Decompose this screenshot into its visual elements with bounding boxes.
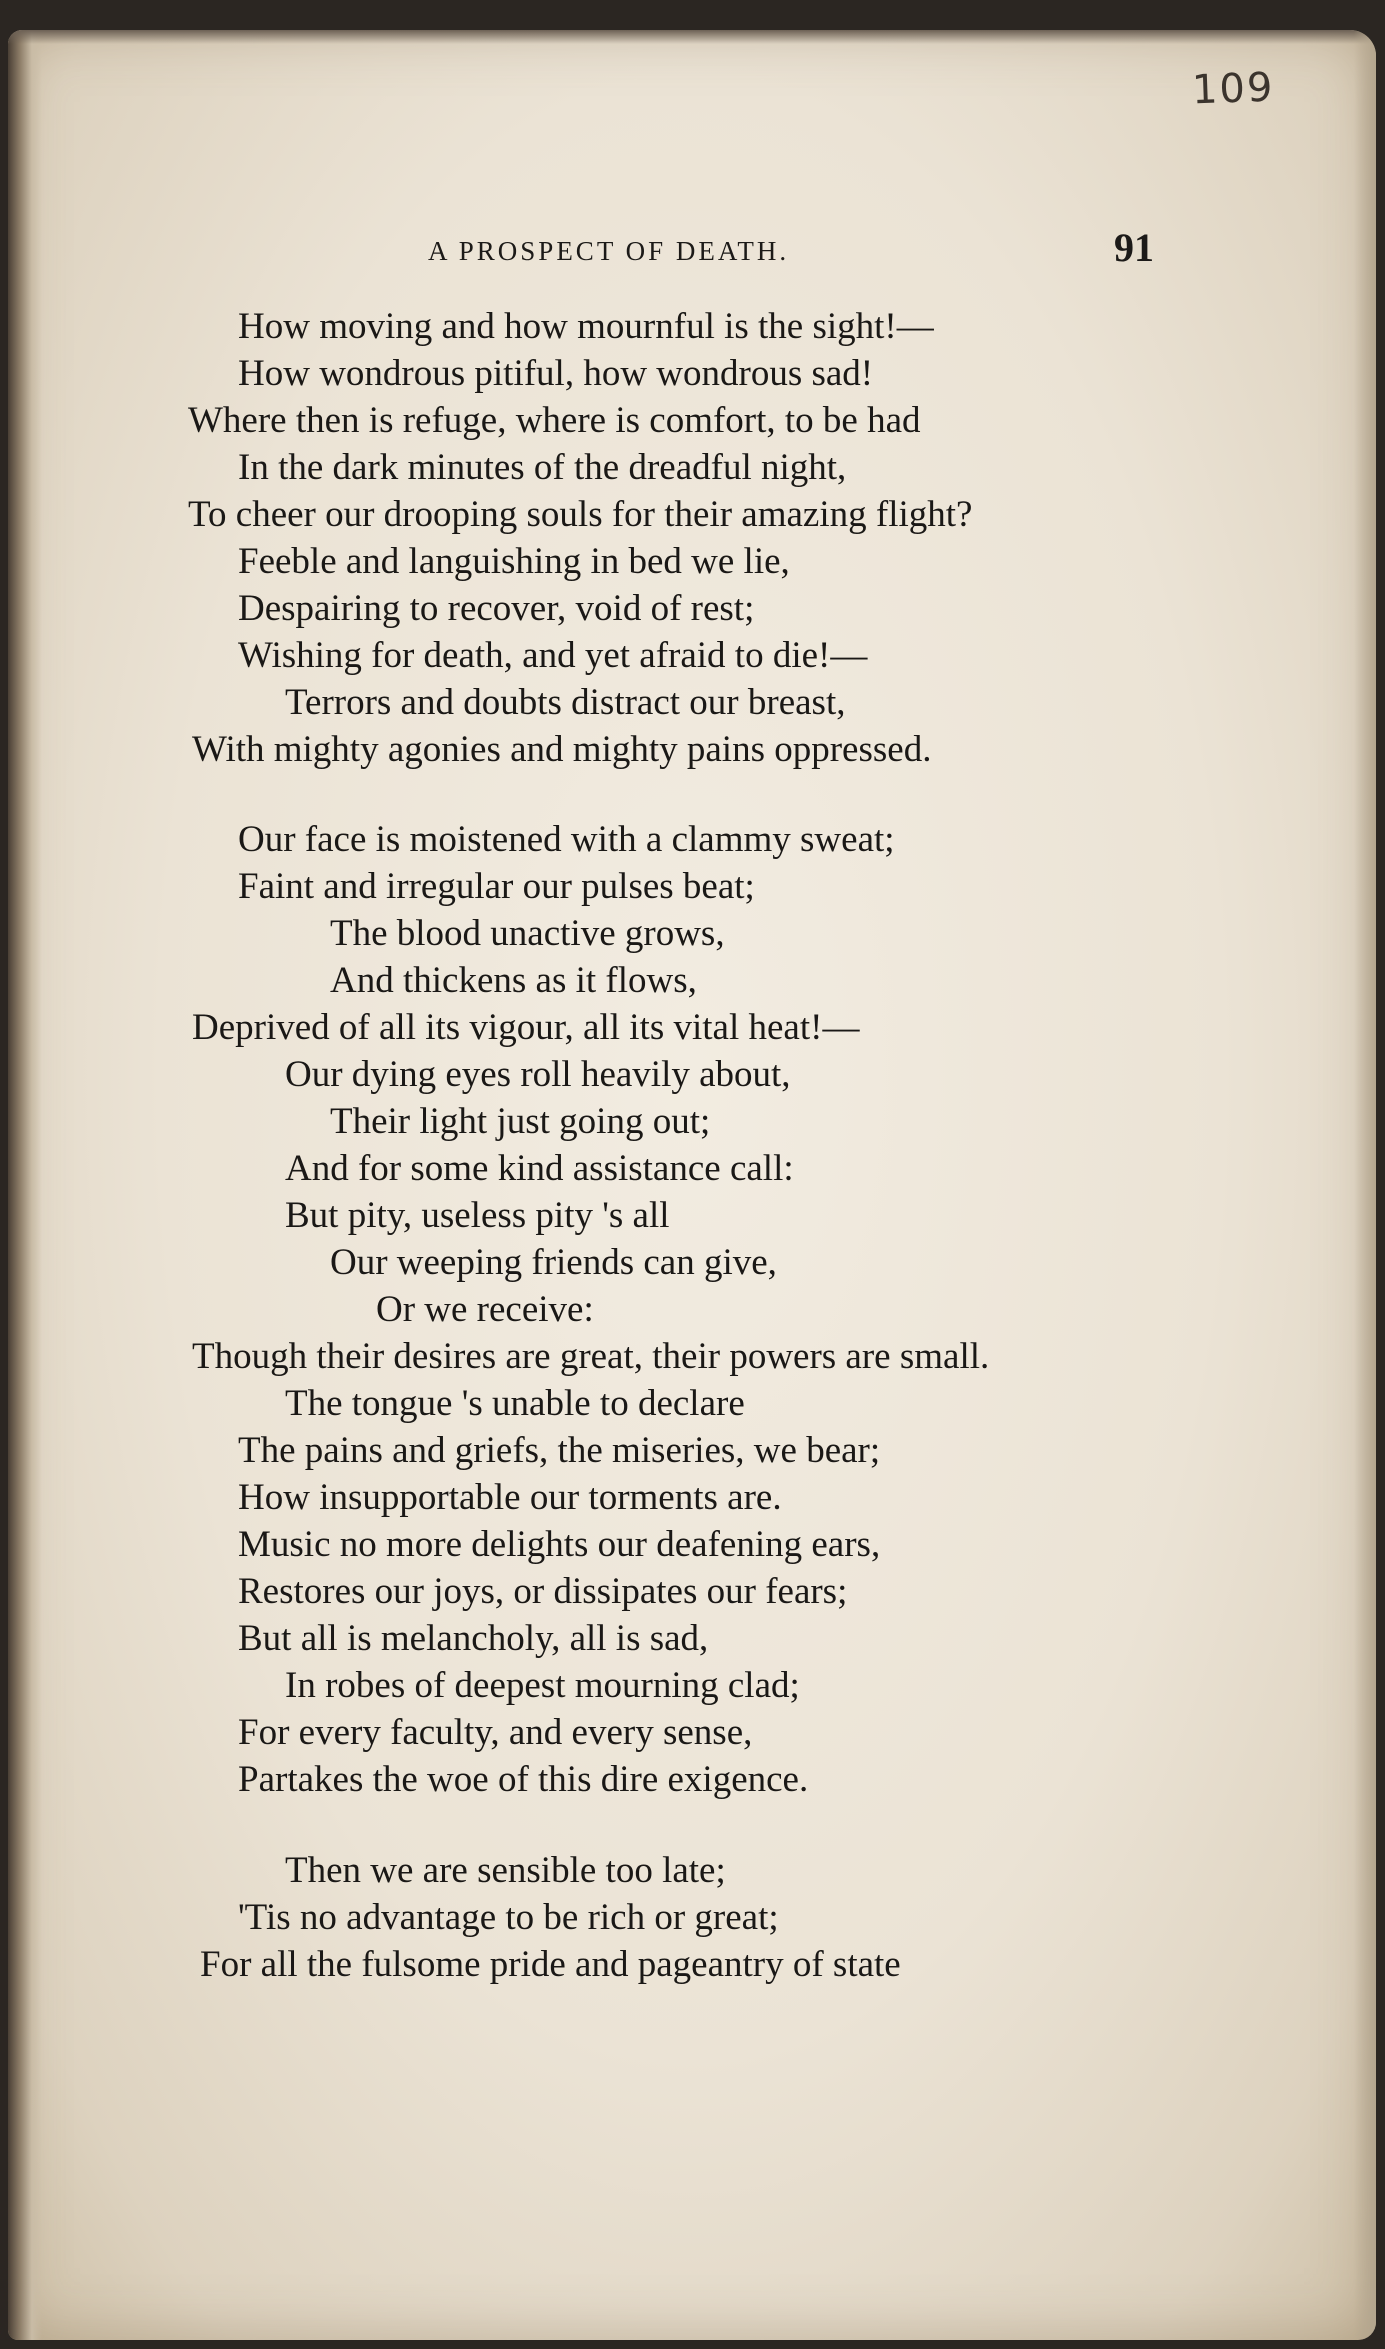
poem-line: To cheer our drooping souls for their amazing flight? — [188, 494, 973, 535]
poem-line: Deprived of all its vigour, all its vital heat!— — [192, 1007, 860, 1048]
poem-line: Our weeping friends can give, — [330, 1242, 777, 1283]
poem-line: The blood unactive grows, — [330, 913, 725, 954]
poem-line: In robes of deepest mourning clad; — [285, 1665, 800, 1706]
poem-line: Our face is moistened with a clammy sweat; — [238, 819, 895, 860]
poem-line: Restores our joys, or dissipates our fears; — [238, 1571, 848, 1612]
poem-line: 'Tis no advantage to be rich or great; — [238, 1897, 779, 1938]
poem-line: Despairing to recover, void of rest; — [238, 588, 755, 629]
poem-line: Faint and irregular our pulses beat; — [238, 866, 755, 907]
poem-line: For every faculty, and every sense, — [238, 1712, 753, 1753]
poem-line: Their light just going out; — [330, 1101, 711, 1142]
poem-line: How moving and how mournful is the sight!— — [238, 306, 934, 347]
page-top-edge — [8, 30, 1376, 44]
page-number: 91 — [1114, 225, 1154, 270]
poem-line: And for some kind assistance call: — [285, 1148, 794, 1189]
poem-line: Music no more delights our deafening ears, — [238, 1524, 881, 1565]
poem-line: Or we receive: — [376, 1289, 594, 1330]
poem-line: The tongue 's unable to declare — [285, 1383, 745, 1424]
poem-line: But pity, useless pity 's all — [285, 1195, 670, 1236]
poem-line: Partakes the woe of this dire exigence. — [238, 1759, 809, 1800]
poem-line: For all the fulsome pride and pageantry of state — [200, 1944, 901, 1985]
poem-line: Where then is refuge, where is comfort, to be had — [188, 400, 921, 441]
poem-line: Our dying eyes roll heavily about, — [285, 1054, 791, 1095]
handwritten-folio-number: 109 — [1191, 64, 1276, 114]
poem-line: In the dark minutes of the dreadful night, — [238, 447, 847, 488]
poem-line: Then we are sensible too late; — [285, 1850, 726, 1891]
poem-line: How insupportable our torments are. — [238, 1477, 782, 1518]
book-spine-shadow — [8, 30, 42, 2340]
poem-line: How wondrous pitiful, how wondrous sad! — [238, 353, 874, 394]
poem-line: With mighty agonies and mighty pains oppressed. — [192, 729, 932, 770]
poem-line: Though their desires are great, their powers are small. — [192, 1336, 990, 1377]
running-head: A PROSPECT OF DEATH. — [428, 236, 790, 266]
poem-line: And thickens as it flows, — [330, 960, 697, 1001]
poem-line: Feeble and languishing in bed we lie, — [238, 541, 790, 582]
page-right-edge — [1354, 30, 1376, 2340]
poem-line: Wishing for death, and yet afraid to die!— — [238, 635, 868, 676]
poem-line: Terrors and doubts distract our breast, — [285, 682, 846, 723]
poem-line: But all is melancholy, all is sad, — [238, 1618, 709, 1659]
poem-line: The pains and griefs, the miseries, we bear; — [238, 1430, 881, 1471]
